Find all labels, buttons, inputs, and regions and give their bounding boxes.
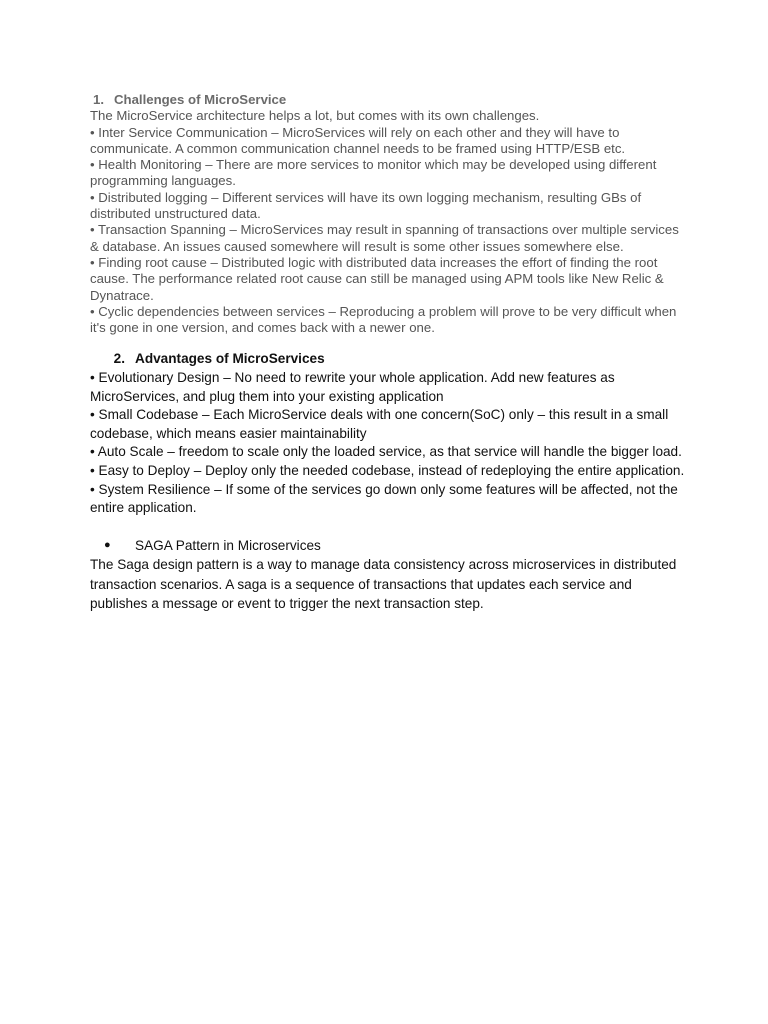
advantage-item-easy-deploy: • Easy to Deploy – Deploy only the needed codebase, instead of redeploying the entire application. [90, 463, 685, 479]
advantages-heading [90, 350, 690, 369]
challenge-item-root-cause: • Finding root cause – Distributed logic with distributed data increases the effort of finding the root cause. The performance related root cause can still be managed using APM tools like New Relic & Dynatrace. [90, 254, 664, 303]
challenge-item-cyclic-dependencies: • Cyclic dependencies between services – Reproducing a problem will prove to be very difficult when it's gone in one version, and comes back with a newer one. [90, 303, 677, 336]
document-content [90, 92, 690, 614]
saga-heading-text: SAGA Pattern in Microservices [135, 537, 321, 553]
challenge-item-communication: • Inter Service Communication – MicroServices will rely on each other and they will have to communicate. A common communication channel needs to be framed using HTTP/ESB etc. [90, 124, 626, 156]
challenges-intro: The MicroService architecture helps a lot, but comes with its own challenges. [90, 108, 540, 124]
challenges-heading [90, 92, 690, 108]
challenge-item-distributed-logging: • Distributed logging – Different services will have its own logging mechanism, resulting GBs of distributed unstructured data. [90, 189, 642, 222]
challenge-item-transaction-spanning: • Transaction Spanning – MicroServices may result in spanning of transactions over multiple services & database. An issues caused somewhere will result is some other issues somewhere else. [90, 222, 679, 254]
saga-heading [90, 536, 690, 556]
challenges-number: 1. [93, 92, 104, 107]
saga-section [90, 536, 690, 614]
advantage-item-system-resilience: • System Resilience – If some of the services go down only some features will be affected, not the entire application. [90, 481, 678, 516]
bullet-icon: ● [104, 538, 111, 551]
advantage-item-evolutionary-design: • Evolutionary Design – No need to rewrite your whole application. Add new features as MicroServices, and plug them into your existing application [90, 370, 615, 404]
advantage-item-auto-scale: • Auto Scale – freedom to scale only the loaded service, as that service will handle the bigger load. [90, 444, 682, 460]
advantages-heading-text: Advantages of MicroServices [135, 351, 325, 367]
challenge-item-health-monitoring: • Health Monitoring – There are more services to monitor which may be developed using different programming languages. [90, 157, 657, 189]
advantages-number: 2. [113, 351, 125, 367]
advantages-section [90, 350, 690, 517]
saga-body: The Saga design pattern is a way to manage data consistency across microservices in distributed transaction scenarios. A saga is a sequence of transactions that updates each service and publishes a message or event to trigger the next transaction step. [90, 557, 677, 612]
challenges-heading-text: Challenges of MicroService [114, 92, 287, 107]
challenges-section [90, 92, 690, 336]
advantage-item-small-codebase: • Small Codebase – Each MicroService deals with one concern(SoC) only – this result in a small codebase, which means easier maintainability [90, 407, 669, 441]
